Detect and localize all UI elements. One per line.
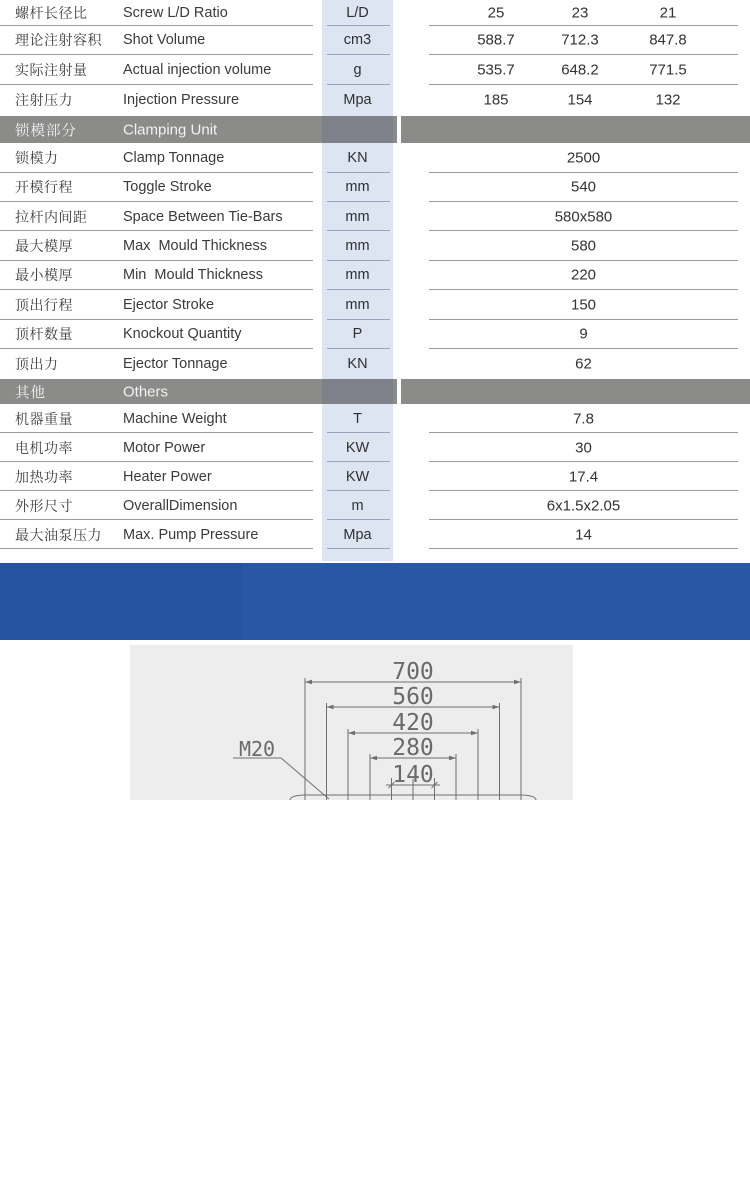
row-label-en: Screw L/D Ratio [123,4,228,21]
spec-row-ejector-stroke [0,290,750,320]
row-label-en: Actual injection volume [123,61,272,78]
section-header-others [0,379,750,404]
row-label-cn: 实际注射量 [15,61,88,78]
row-label-en: Knockout Quantity [123,326,242,342]
row-label-en: Shot Volume [123,32,206,49]
row-unit: mm [345,296,370,313]
row-value: 580x580 [554,208,613,225]
row-value: 7.8 [573,410,594,427]
row-unit: Mpa [343,92,372,108]
header-gap [397,379,401,404]
row-unit: mm [345,179,370,196]
row-value: 23 [571,4,589,22]
separator-line [0,548,313,549]
section-header-en: Clamping Unit [123,121,218,138]
row-unit: mm [345,237,370,254]
row-value: 9 [579,325,588,343]
row-label-cn: 拉杆内间距 [15,208,88,225]
row-unit: cm3 [343,32,372,49]
separator-line [429,548,738,549]
row-label-en: Motor Power [123,439,206,456]
banner-title-en: Template size [18,1166,155,1189]
row-value: 2500 [566,149,601,167]
banner-text [18,1133,154,1191]
row-value: 580 [570,237,597,255]
dimension-text-560: 560 [392,684,434,710]
section-header-en: Others [123,383,169,400]
row-value: 588.7 [477,31,515,49]
row-label-cn: 电机功率 [15,439,73,456]
spec-row-min-mould-thickness [0,261,750,291]
row-label-cn: 最大油泵压力 [15,526,102,543]
row-value: 17.4 [568,468,599,485]
row-label-en: Max. Pump Pressure [123,526,259,543]
arrowhead [449,756,456,761]
row-label-cn: 顶出力 [15,355,59,372]
row-unit: P [352,326,363,342]
row-label-cn: 顶杆数量 [15,326,73,342]
row-unit: L/D [346,4,369,21]
platen-drawing-svg [130,645,573,800]
row-label-en: Ejector Tonnage [123,355,228,372]
spec-row-heater-power [0,462,750,491]
row-label-cn: 加热功率 [15,468,73,485]
row-value: 14 [575,526,592,543]
header-gap [397,116,401,143]
row-value: 62 [575,355,592,373]
row-label-cn: 最小模厚 [15,267,73,284]
row-value: 21 [659,4,677,22]
row-value: 30 [575,439,592,456]
section-header-cn: 其他 [15,385,46,401]
row-label-cn: 顶出行程 [15,296,73,313]
spec-row-toggle-stroke [0,173,750,203]
spec-row-clamp-tonnage [0,143,750,173]
spec-row-motor-power [0,433,750,462]
row-label-en: Injection Pressure [123,92,240,108]
arrowhead [327,705,334,710]
row-value: 712.3 [561,31,599,49]
row-unit: g [353,61,362,78]
row-value: 535.7 [477,61,515,79]
thread-label: M20 [238,737,276,761]
arrowhead [493,705,500,710]
row-unit: Mpa [343,526,372,543]
row-label-en: Space Between Tie-Bars [123,208,283,225]
row-unit: m [351,497,364,514]
row-value: 540 [570,178,597,196]
row-unit: KW [345,468,370,485]
row-unit: KN [347,355,368,372]
row-label-cn: 开模行程 [15,179,73,196]
arrowhead [370,756,377,761]
row-label-cn: 螺杆长径比 [15,4,88,21]
spec-row-max-pump-pressure [0,520,750,549]
spec-row-injection-pressure [0,85,750,116]
spec-row-machine-weight [0,404,750,433]
row-label-cn: 锁模力 [15,149,59,166]
row-value: 150 [570,296,597,314]
spec-row-screw-ld-ratio [0,0,750,26]
row-label-cn: 外形尺寸 [15,497,73,514]
row-label-cn: 机器重量 [15,410,73,427]
arrowhead [514,680,521,685]
spec-row-knockout-quantity [0,320,750,349]
row-unit: KW [345,439,370,456]
spec-row-overall-dimension [0,491,750,520]
row-label-cn: 理论注射容积 [15,32,102,49]
row-label-en: OverallDimension [123,497,238,514]
row-label-en: Ejector Stroke [123,296,215,313]
header-unit-overlay [322,116,393,143]
spec-row-tie-bar-space [0,202,750,231]
arrowhead [305,680,312,685]
arrowhead [348,731,355,736]
row-label-en: Heater Power [123,468,212,485]
banner-left-shade [0,563,242,640]
row-label-en: Machine Weight [123,410,227,427]
section-header-clamping [0,116,750,143]
row-label-cn: 注射压力 [15,92,73,108]
row-unit: KN [347,149,368,166]
banner-title-cn: 模板尺寸 [18,1135,123,1163]
row-label-en: Min Mould Thickness [123,267,263,284]
header-unit-overlay [322,379,393,404]
arrowhead [471,731,478,736]
separator-line [327,548,390,549]
row-unit: mm [345,267,370,284]
section-header-cn: 锁模部分 [15,123,77,139]
row-label-en: Max Mould Thickness [123,237,267,254]
row-label-cn: 最大模厚 [15,237,73,254]
row-label-en: Toggle Stroke [123,179,212,196]
platen-drawing [130,645,573,800]
row-unit: T [353,410,362,427]
spec-row-actual-injection-volume [0,55,750,85]
spec-row-max-mould-thickness [0,231,750,261]
spec-row-ejector-tonnage [0,349,750,380]
row-value: 185 [483,91,509,109]
dimension-text-280: 280 [392,735,434,761]
spec-row-shot-volume [0,26,750,56]
row-unit: mm [345,208,370,225]
row-value: 25 [487,4,505,22]
row-value: 648.2 [561,61,599,79]
row-value: 154 [567,91,593,109]
row-value: 132 [655,91,681,109]
dimension-text-140: 140 [392,762,434,788]
dimension-text-420: 420 [392,710,434,736]
row-value: 6x1.5x2.05 [546,497,621,514]
row-label-en: Clamp Tonnage [123,149,225,166]
row-value: 220 [570,266,597,284]
row-value: 847.8 [649,31,687,49]
dimension-text-700: 700 [392,659,434,685]
row-value: 771.5 [649,61,687,79]
